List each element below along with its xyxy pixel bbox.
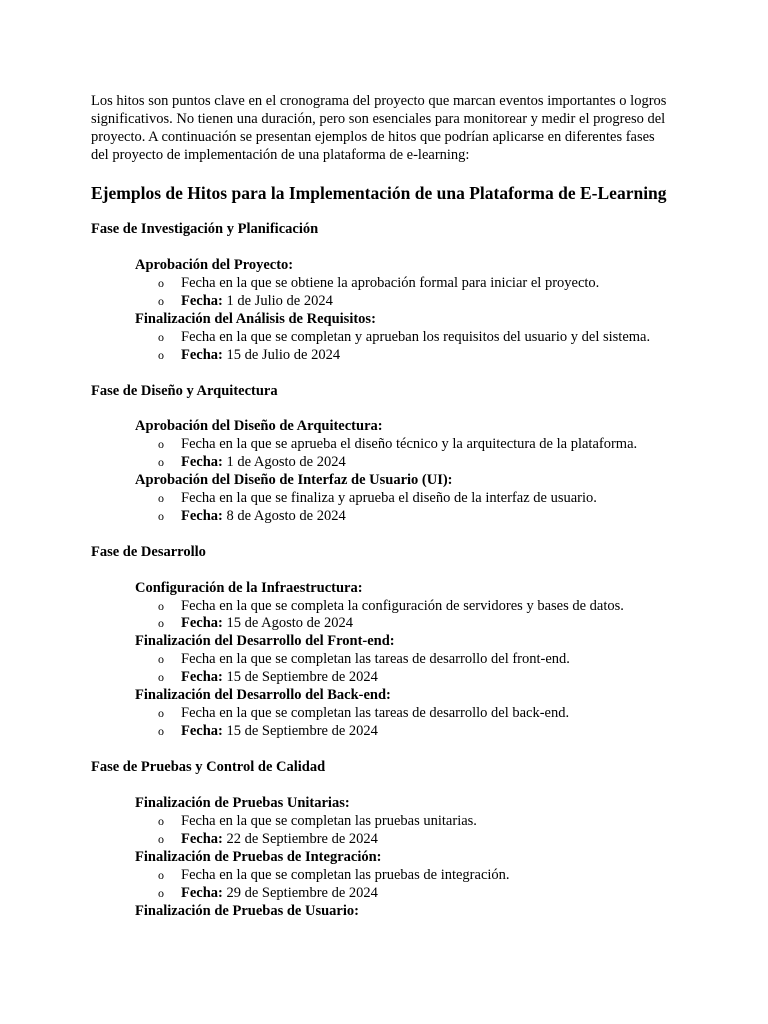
date-label: Fecha: bbox=[181, 347, 223, 363]
phase-title: Fase de Desarrollo bbox=[91, 544, 206, 560]
circle-bullet-icon: o bbox=[158, 455, 164, 469]
date-label: Fecha: bbox=[181, 293, 223, 309]
milestone-title: Finalización de Pruebas de Usuario: bbox=[135, 903, 359, 919]
date-label: Fecha: bbox=[181, 669, 223, 685]
milestone-title: Aprobación del Diseño de Interfaz de Usuario (UI): bbox=[135, 472, 453, 488]
date-value: 1 de Agosto de 2024 bbox=[226, 454, 346, 470]
date-value: 29 de Septiembre de 2024 bbox=[226, 885, 378, 901]
circle-bullet-icon: o bbox=[158, 652, 164, 666]
date-label: Fecha: bbox=[181, 508, 223, 524]
circle-bullet-icon: o bbox=[158, 491, 164, 505]
circle-bullet-icon: o bbox=[158, 294, 164, 308]
date-label: Fecha: bbox=[181, 885, 223, 901]
date-label: Fecha: bbox=[181, 454, 223, 470]
circle-bullet-icon: o bbox=[158, 868, 164, 882]
circle-bullet-icon: o bbox=[158, 276, 164, 290]
main-heading: Ejemplos de Hitos para la Implementación de una Plataforma de E-Learning bbox=[91, 183, 667, 203]
circle-bullet-icon: o bbox=[158, 724, 164, 738]
circle-bullet-icon: o bbox=[158, 616, 164, 630]
date-label: Fecha: bbox=[181, 615, 223, 631]
circle-bullet-icon: o bbox=[158, 706, 164, 720]
milestone-title: Finalización del Desarrollo del Front-end: bbox=[135, 633, 395, 649]
date-value: 15 de Julio de 2024 bbox=[226, 347, 341, 363]
date-value: 22 de Septiembre de 2024 bbox=[226, 831, 378, 847]
milestone-title: Aprobación del Diseño de Arquitectura: bbox=[135, 418, 383, 434]
date-value: 8 de Agosto de 2024 bbox=[226, 508, 346, 524]
phase-title: Fase de Diseño y Arquitectura bbox=[91, 383, 278, 399]
date-value: 1 de Julio de 2024 bbox=[226, 293, 333, 309]
milestone-title: Configuración de la Infraestructura: bbox=[135, 580, 363, 596]
milestone-title: Finalización del Análisis de Requisitos: bbox=[135, 311, 376, 327]
phase-title: Fase de Pruebas y Control de Calidad bbox=[91, 759, 326, 775]
document-page: Los hitos son puntos clave en el cronograma del proyecto que marcan eventos importantes o logros significativos. No tienen una duración, pero son esenciales para monitorear y medir el progreso del proyecto. A continuación se presentan ejemplos de hitos que podrían aplicarse en diferentes fases del proyecto de implementación de una plataforma de e-learning: Ejemplos de Hitos para la Implementación de una Plataforma de E-Learning Fase de Investigación y Planificación Aprobación del Proyecto: o Fecha en la que se obtiene la aprobación formal para iniciar el proyecto. o Fecha: 1 de Julio de 2024 Finalización del Análisis de Requisitos: o Fecha en la que se completan y aprueban los requisitos del usuario y del sistema. o Fecha: 15 de Julio de 2024 Fase de Diseño y Arquitectura Aprobación del Diseño de Arquitectura: o Fecha en la que se aprueba el diseño técnico y la arquitectura de la plataforma. o Fecha: 1 de Agosto de 2024 Aprobación del Diseño de Interfaz de Usuario (UI): o Fecha en la que se finaliza y aprueba el diseño de la interfaz de usuario. o Fecha: 8 de Agosto de 2024 Fase de Desarrollo Configuración de la Infraestructura: o Fecha en la que se completa la configuración de servidores y bases de datos. o Fecha: 15 de Agosto de 2024 Finalización del Desarrollo del Front-end: o Fecha en la que se completan las tareas de desarrollo del front-end. o Fecha: 15 de Septiembre de 2024 Finalización del Desarrollo del Back-end: o Fecha en la que se completan las tareas de desarrollo del back-end. o Fecha: 15 de Septiembre de 2024 Fase de Pruebas y Control de Calidad Finalización de Pruebas Unitarias: o Fecha en la que se completan las pruebas unitarias. o Fecha: 22 de Septiembre de 2024 Finalización de Pruebas de Integración: o Fecha en la que se completan las pruebas de integración. o Fecha: 29 de Septiembre de 2024 Finalización de Pruebas de Usuario: bbox=[0, 0, 768, 1024]
circle-bullet-icon: o bbox=[158, 886, 164, 900]
circle-bullet-icon: o bbox=[158, 814, 164, 828]
milestone-title: Finalización del Desarrollo del Back-end: bbox=[135, 687, 391, 703]
circle-bullet-icon: o bbox=[158, 437, 164, 451]
date-value: 15 de Agosto de 2024 bbox=[226, 615, 353, 631]
date-value: 15 de Septiembre de 2024 bbox=[226, 669, 378, 685]
milestone-title: Finalización de Pruebas de Integración: bbox=[135, 849, 382, 865]
circle-bullet-icon: o bbox=[158, 832, 164, 846]
circle-bullet-icon: o bbox=[158, 330, 164, 344]
circle-bullet-icon: o bbox=[158, 670, 164, 684]
circle-bullet-icon: o bbox=[158, 348, 164, 362]
date-value: 15 de Septiembre de 2024 bbox=[226, 723, 378, 739]
date-label: Fecha: bbox=[181, 723, 223, 739]
circle-bullet-icon: o bbox=[158, 509, 164, 523]
date-label: Fecha: bbox=[181, 831, 223, 847]
intro-paragraph: Los hitos son puntos clave en el cronograma del proyecto que marcan eventos importantes o logros significativos. No tienen una duración, pero son esenciales para monitorear y medir el progreso del proyecto. A continuación se presentan ejemplos de hitos que podrían aplicarse en diferentes fases del proyecto de implementación de una plataforma de e-learning: bbox=[91, 93, 667, 163]
milestone-title: Finalización de Pruebas Unitarias: bbox=[135, 795, 350, 811]
circle-bullet-icon: o bbox=[158, 599, 164, 613]
milestone-title: Aprobación del Proyecto: bbox=[135, 257, 294, 273]
phase-title: Fase de Investigación y Planificación bbox=[91, 221, 319, 237]
